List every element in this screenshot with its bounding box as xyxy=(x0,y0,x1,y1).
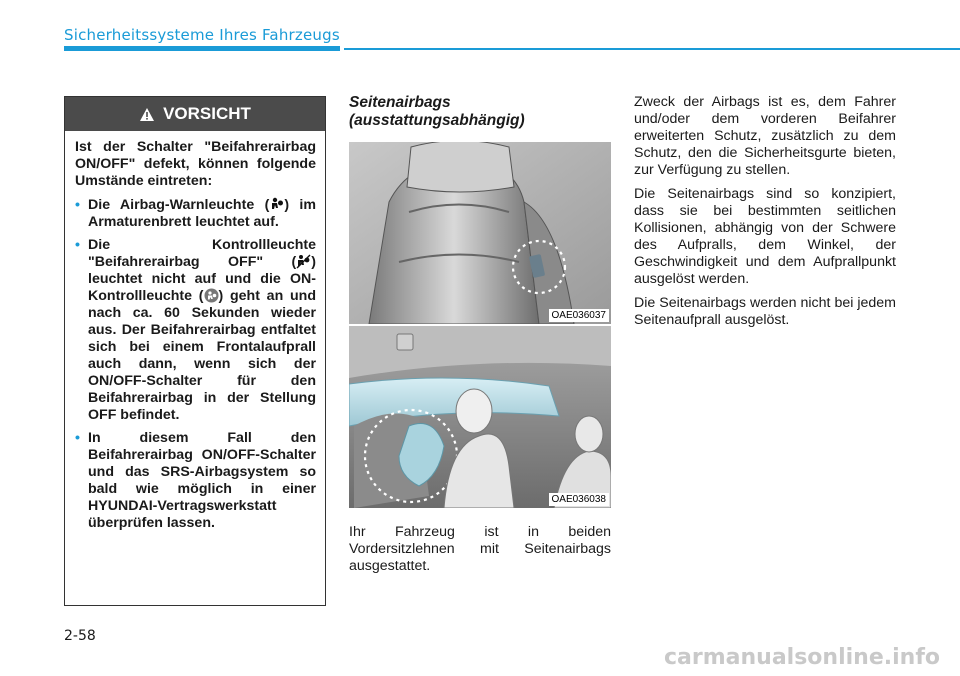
side-airbag-intro-text: Ihr Fahrzeug ist in beiden Vordersitzlehnen mit Seitenairbags ausgestattet. xyxy=(349,524,611,574)
airbag-warning-icon xyxy=(269,197,284,212)
right-column xyxy=(634,94,896,336)
caution-bullet-1 xyxy=(75,197,316,231)
bullet-dot: • xyxy=(75,237,80,253)
bullet-1-post: ) im Armaturenbrett leuchtet auf. xyxy=(88,197,316,230)
warning-triangle-icon xyxy=(139,107,155,122)
bullet-dot: • xyxy=(75,430,80,446)
seat-illustration xyxy=(349,142,611,324)
right-paragraph-1: Zweck der Airbags ist es, dem Fahrer und/oder dem vorderen Beifahrer erweiterten Schutz, zusätzlich zu dem Schutz, den die Sicherheitsgurte bieten, zur Verfügung zu stellen. xyxy=(634,94,896,178)
caution-intro: Ist der Schalter "Beifahrerairbag ON/OFF" defekt, können folgende Umstände eintreten: xyxy=(75,139,316,189)
caution-title: VORSICHT xyxy=(163,104,251,123)
caution-box xyxy=(64,96,326,606)
passenger-airbag-off-icon xyxy=(296,254,311,269)
right-paragraph-3: Die Seitenairbags werden nicht bei jedem Seitenaufprall ausgelöst. xyxy=(634,295,896,328)
bullet-dot: • xyxy=(75,197,80,213)
cabin-illustration xyxy=(349,326,611,508)
side-airbag-deployed-figure xyxy=(349,326,611,508)
header-rule-thin xyxy=(344,48,960,50)
seat-side-airbag-figure xyxy=(349,142,611,324)
right-paragraph-2: Die Seitenairbags sind so konzipiert, dass sie bei bestimmten seitlichen Kollisionen, abhängig von der Schwere des Aufpralls, dem Winkel, der Geschwindigkeit und dem Aufprallpunkt ausgelöst werden. xyxy=(634,186,896,287)
bullet-1-pre: Die Airbag-Warnleuchte ( xyxy=(88,197,270,213)
caution-bullet-2 xyxy=(75,237,316,424)
caution-body xyxy=(65,131,325,532)
bullet-3-text: In diesem Fall den Beifahrerairbag ON/OFF-Schalter und das SRS-Airbagsystem so bald wie möglich in einer HYUNDAI-Vertragswerkstatt überprüfen lassen. xyxy=(88,430,316,531)
caution-header xyxy=(65,97,325,131)
header-rule-thick xyxy=(64,46,340,51)
section-header-title: Sicherheitssysteme Ihres Fahrzeugs xyxy=(64,26,340,44)
bullet-2-post: ) geht an und nach ca. 60 Sekunden wieder aus. Der Beifahrerairbag entfaltet sich bei einem Frontalaufprall auch dann, wenn sich der ON/OFF-Schalter für den Beifahrerairbag in der Stellung OFF befindet. xyxy=(88,288,316,423)
side-airbag-heading: Seitenairbags (ausstattungsabhängig) xyxy=(349,94,525,129)
figure-2-label: OAE036038 xyxy=(549,493,610,506)
figure-1-label: OAE036037 xyxy=(549,309,610,322)
watermark: carmanualsonline.info xyxy=(664,645,940,670)
passenger-airbag-on-icon xyxy=(204,288,219,303)
page-number: 2-58 xyxy=(64,628,96,644)
bullet-2-mid: ) leuchtet nicht auf und die ON-Kontrollleuchte ( xyxy=(88,254,316,304)
bullet-2-pre: Die Kontrollleuchte "Beifahrerairbag OFF" ( xyxy=(88,237,316,270)
caution-bullet-3 xyxy=(75,430,316,532)
